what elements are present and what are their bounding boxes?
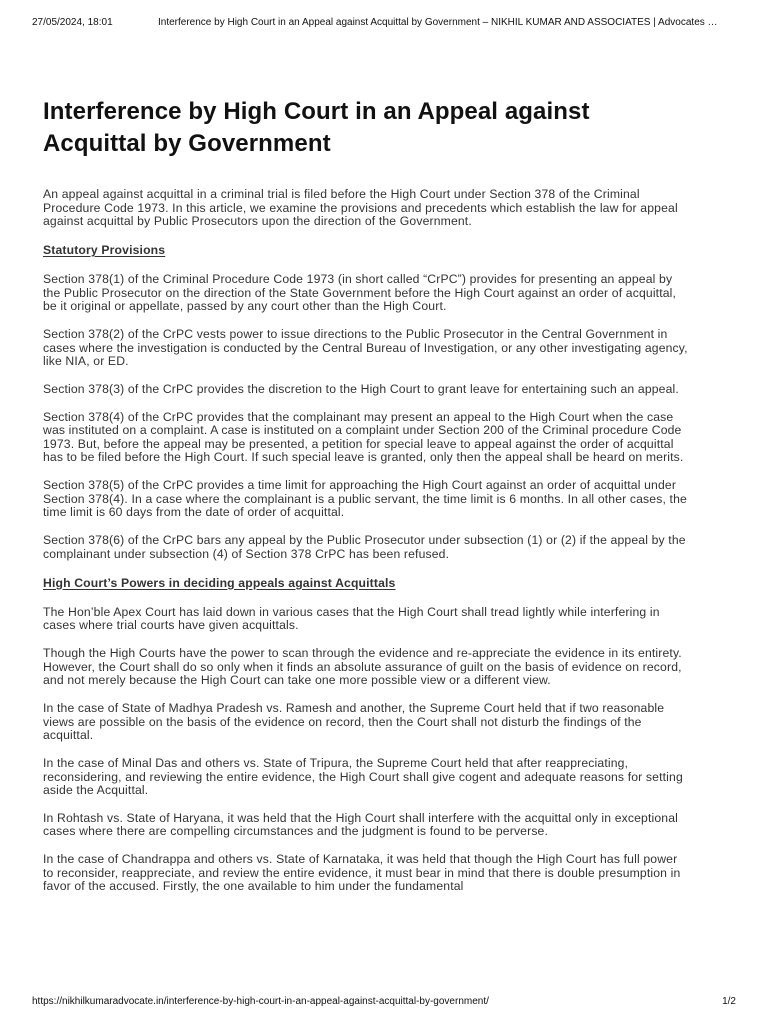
paragraph: Section 378(2) of the CrPC vests power to issue directions to the Public Prosecutor in the Central Government in cases where the investigation is conducted by the Central Bureau of Investigation, or any other investigating agency, like NIA, or ED. xyxy=(43,326,688,369)
paragraph: Section 378(1) of the Criminal Procedure Code 1973 (in short called “CrPC”) provides for presenting an appeal by the Public Prosecutor on the direction of the State Government before the High Court against an order of acquittal, be it original or appellate, passed by any court other than the High Court. xyxy=(43,271,677,314)
paragraph: Section 378(3) of the CrPC provides the discretion to the High Court to grant leave for entertaining such an appeal. xyxy=(43,381,679,396)
article xyxy=(43,96,688,976)
paragraph: In the case of State of Madhya Pradesh vs. Ramesh and another, the Supreme Court held that if two reasonable views are possible on the basis of the evidence on record, then the Court shall not disturb the findings of the acquittal. xyxy=(43,700,665,743)
paragraph: In the case of Minal Das and others vs. State of Tripura, the Supreme Court held that after reappreciating, reconsidering, and reviewing the entire evidence, the High Court shall give cogent and adequate reasons for setting aside the Acquittal. xyxy=(43,755,683,798)
page-url: https://nikhilkumaradvocate.in/interference-by-high-court-in-an-appeal-against-acquittal-by-government/ xyxy=(32,996,489,1007)
paragraph: In the case of Chandrappa and others vs. State of Karnataka, it was held that though the High Court has full power to reconsider, reappreciate, and review the entire evidence, it must bear in mind that there is double presumption in favor of the accused. Firstly, the one available to him under the fundamental xyxy=(43,852,681,894)
print-header xyxy=(32,17,736,31)
print-page-title: Interference by High Court in an Appeal against Acquittal by Government – NIKHIL KUMAR AND ASSOCIATES | Advocates … xyxy=(158,17,718,28)
page-number: 1/2 xyxy=(722,996,736,1007)
intro-paragraph: An appeal against acquittal in a criminal trial is filed before the High Court under Section 378 of the Criminal Procedure Code 1973. In this article, we examine the provisions and precedents which establish the law for appeal against acquittal by Public Prosecutors upon the direction of the Government. xyxy=(43,187,678,229)
paragraph: Section 378(5) of the CrPC provides a time limit for approaching the High Court against an order of acquittal under Section 378(4). In a case where the complainant is a public servant, the time limit is 6 months. In all other cases, the time limit is 60 days from the date of order of acquittal. xyxy=(43,478,687,520)
paragraph: Section 378(6) of the CrPC bars any appeal by the Public Prosecutor under subsection (1) or (2) if the appeal by the complainant under subsection (4) of Section 378 CrPC has been refused. xyxy=(43,533,686,561)
section-heading-statutory-provisions: Statutory Provisions xyxy=(43,242,166,257)
paragraph: In Rohtash vs. State of Haryana, it was held that the High Court shall interfere with the acquittal only in exceptional cases where there are compelling circumstances and the judgment is found to be perverse. xyxy=(43,810,679,839)
section-heading-high-court-powers: High Court’s Powers in deciding appeals against Acquittals xyxy=(43,575,396,590)
paragraph: Though the High Courts have the power to scan through the evidence and re-appreciate the evidence in its entirety. However, the Court shall do so only when it finds an absolute assurance of guilt on the basis of evidence on record, and not merely because the High Court can take one more possible view or a different view. xyxy=(43,645,682,688)
print-date: 27/05/2024, 18:01 xyxy=(32,17,113,28)
article-title: Interference by High Court in an Appeal against Acquittal by Government xyxy=(43,98,590,157)
paragraph: The Hon’ble Apex Court has laid down in various cases that the High Court shall tread lightly while interfering in cases where trial courts have given acquittals. xyxy=(43,604,660,633)
print-footer xyxy=(32,996,736,1010)
paragraph: Section 378(4) of the CrPC provides that the complainant may present an appeal to the High Court when the case was instituted on a complaint. A case is instituted on a complaint under Section 200 of the Criminal procedure Code 1973. But, before the appeal may be presented, a petition for special leave to appeal against the order of acquittal has to be filed before the High Court. If such special leave is granted, only then the appeal shall be heard on merits. xyxy=(43,409,684,465)
